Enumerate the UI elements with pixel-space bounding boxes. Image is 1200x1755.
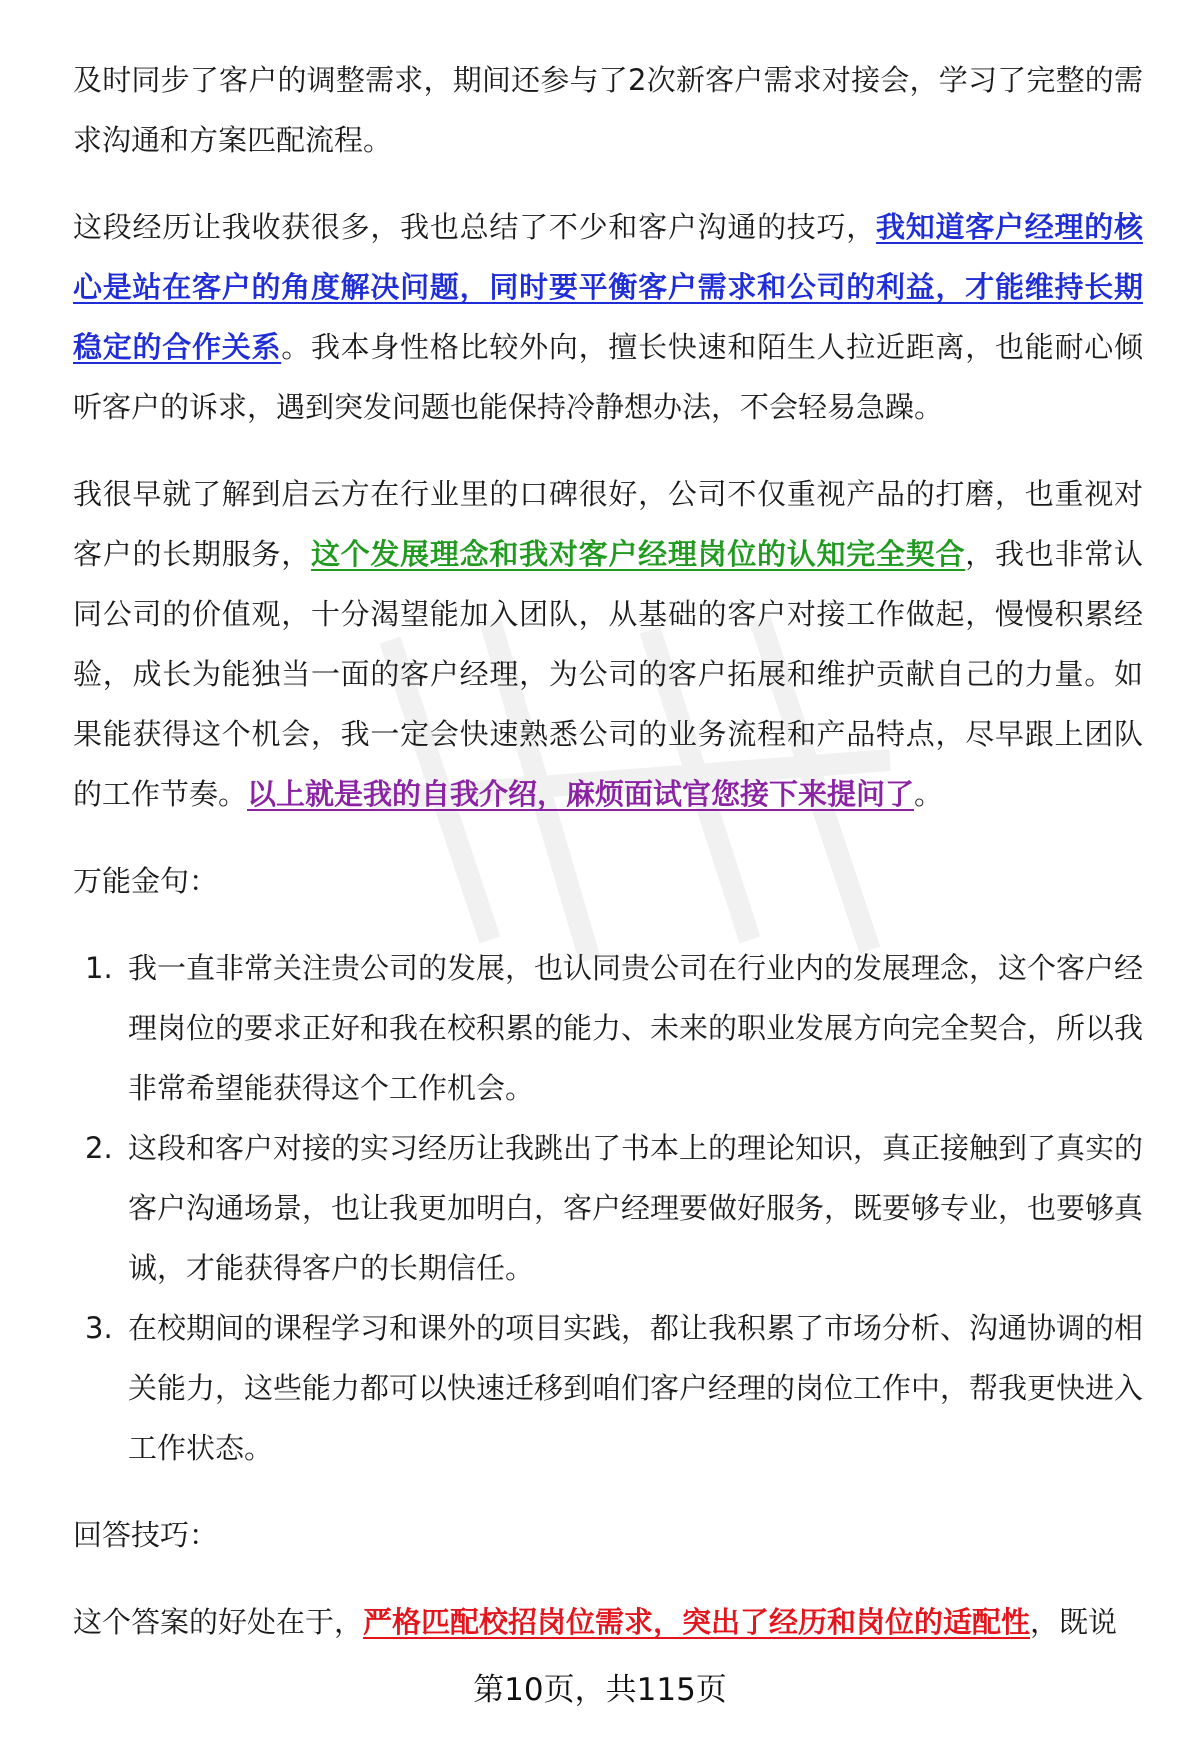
paragraph-answer-tips [73,1592,1143,1652]
paragraph-text: 及时同步了客户的调整需求，期间还参与了2次新客户需求对接会，学习了完整的需求沟通和方案匹配流程。 [73,63,1143,157]
highlight-text-purple: 以上就是我的自我介绍，麻烦面试官您接下来提问了 [247,777,915,811]
list-item [73,938,1143,1118]
paragraph-skills [73,197,1143,437]
paragraph-text: 我很早就了解到启云方在行业里的口碑很好，公司不仅重视产品的打磨，也重视对客户的长期服务， [73,477,1143,571]
highlight-text-blue: 我知道客户经理的核心是站在客户的角度解决问题，同时要平衡客户需求和公司的利益，才能维持长期稳定的合作关系 [73,210,1143,364]
highlight-text-red: 严格匹配校招岗位需求，突出了经历和岗位的适配性 [363,1605,1031,1639]
golden-phrases-label: 万能金句： [73,864,219,898]
golden-phrases-list [73,938,1143,1478]
answer-tips-label: 回答技巧： [73,1518,219,1552]
list-item-number: 2. [85,1131,113,1165]
paragraph-text: 。我本身性格比较外向，擅长快速和陌生人拉近距离，也能耐心倾听客户的诉求，遇到突发问题也能保持冷静想办法，不会轻易急躁。 [73,330,1143,424]
paragraph-text: ，既说 [1030,1605,1118,1639]
paragraph-motivation [73,464,1143,824]
paragraph-experience-end [73,50,1143,170]
list-item [73,1298,1143,1478]
list-item [73,1118,1143,1298]
highlight-text-green: 这个发展理念和我对客户经理岗位的认知完全契合 [310,537,966,571]
paragraph-text: 这个答案的好处在于， [73,1605,364,1639]
paragraph-text: ，我也非常认同公司的价值观，十分渴望能加入团队，从基础的客户对接工作做起，慢慢积累经验，成长为能独当一面的客户经理，为公司的客户拓展和维护贡献自己的力量。如果能获得这个机会，我一定会快速熟悉公司的业务流程和产品特点，尽早跟上团队的工作节奏。 [73,537,1143,811]
paragraph-text: 这段经历让我收获很多，我也总结了不少和客户沟通的技巧， [73,210,877,244]
list-item-text: 我一直非常关注贵公司的发展，也认同贵公司在行业内的发展理念，这个客户经理岗位的要求正好和我在校积累的能力、未来的职业发展方向完全契合，所以我非常希望能获得这个工作机会。 [128,951,1144,1105]
list-item-text: 在校期间的课程学习和课外的项目实践，都让我积累了市场分析、沟通协调的相关能力，这些能力都可以快速迁移到咱们客户经理的岗位工作中，帮我更快进入工作状态。 [128,1311,1144,1465]
list-item-number: 1. [85,951,113,985]
page-number: 第10页，共115页 [473,1672,727,1708]
document-body [73,50,1143,1679]
list-item-text: 这段和客户对接的实习经历让我跳出了书本上的理论知识，真正接触到了真实的客户沟通场景，也让我更加明白，客户经理要做好服务，既要够专业，也要够真诚，才能获得客户的长期信任。 [128,1131,1144,1285]
paragraph-text: 。 [914,777,944,811]
list-item-number: 3. [85,1311,113,1345]
